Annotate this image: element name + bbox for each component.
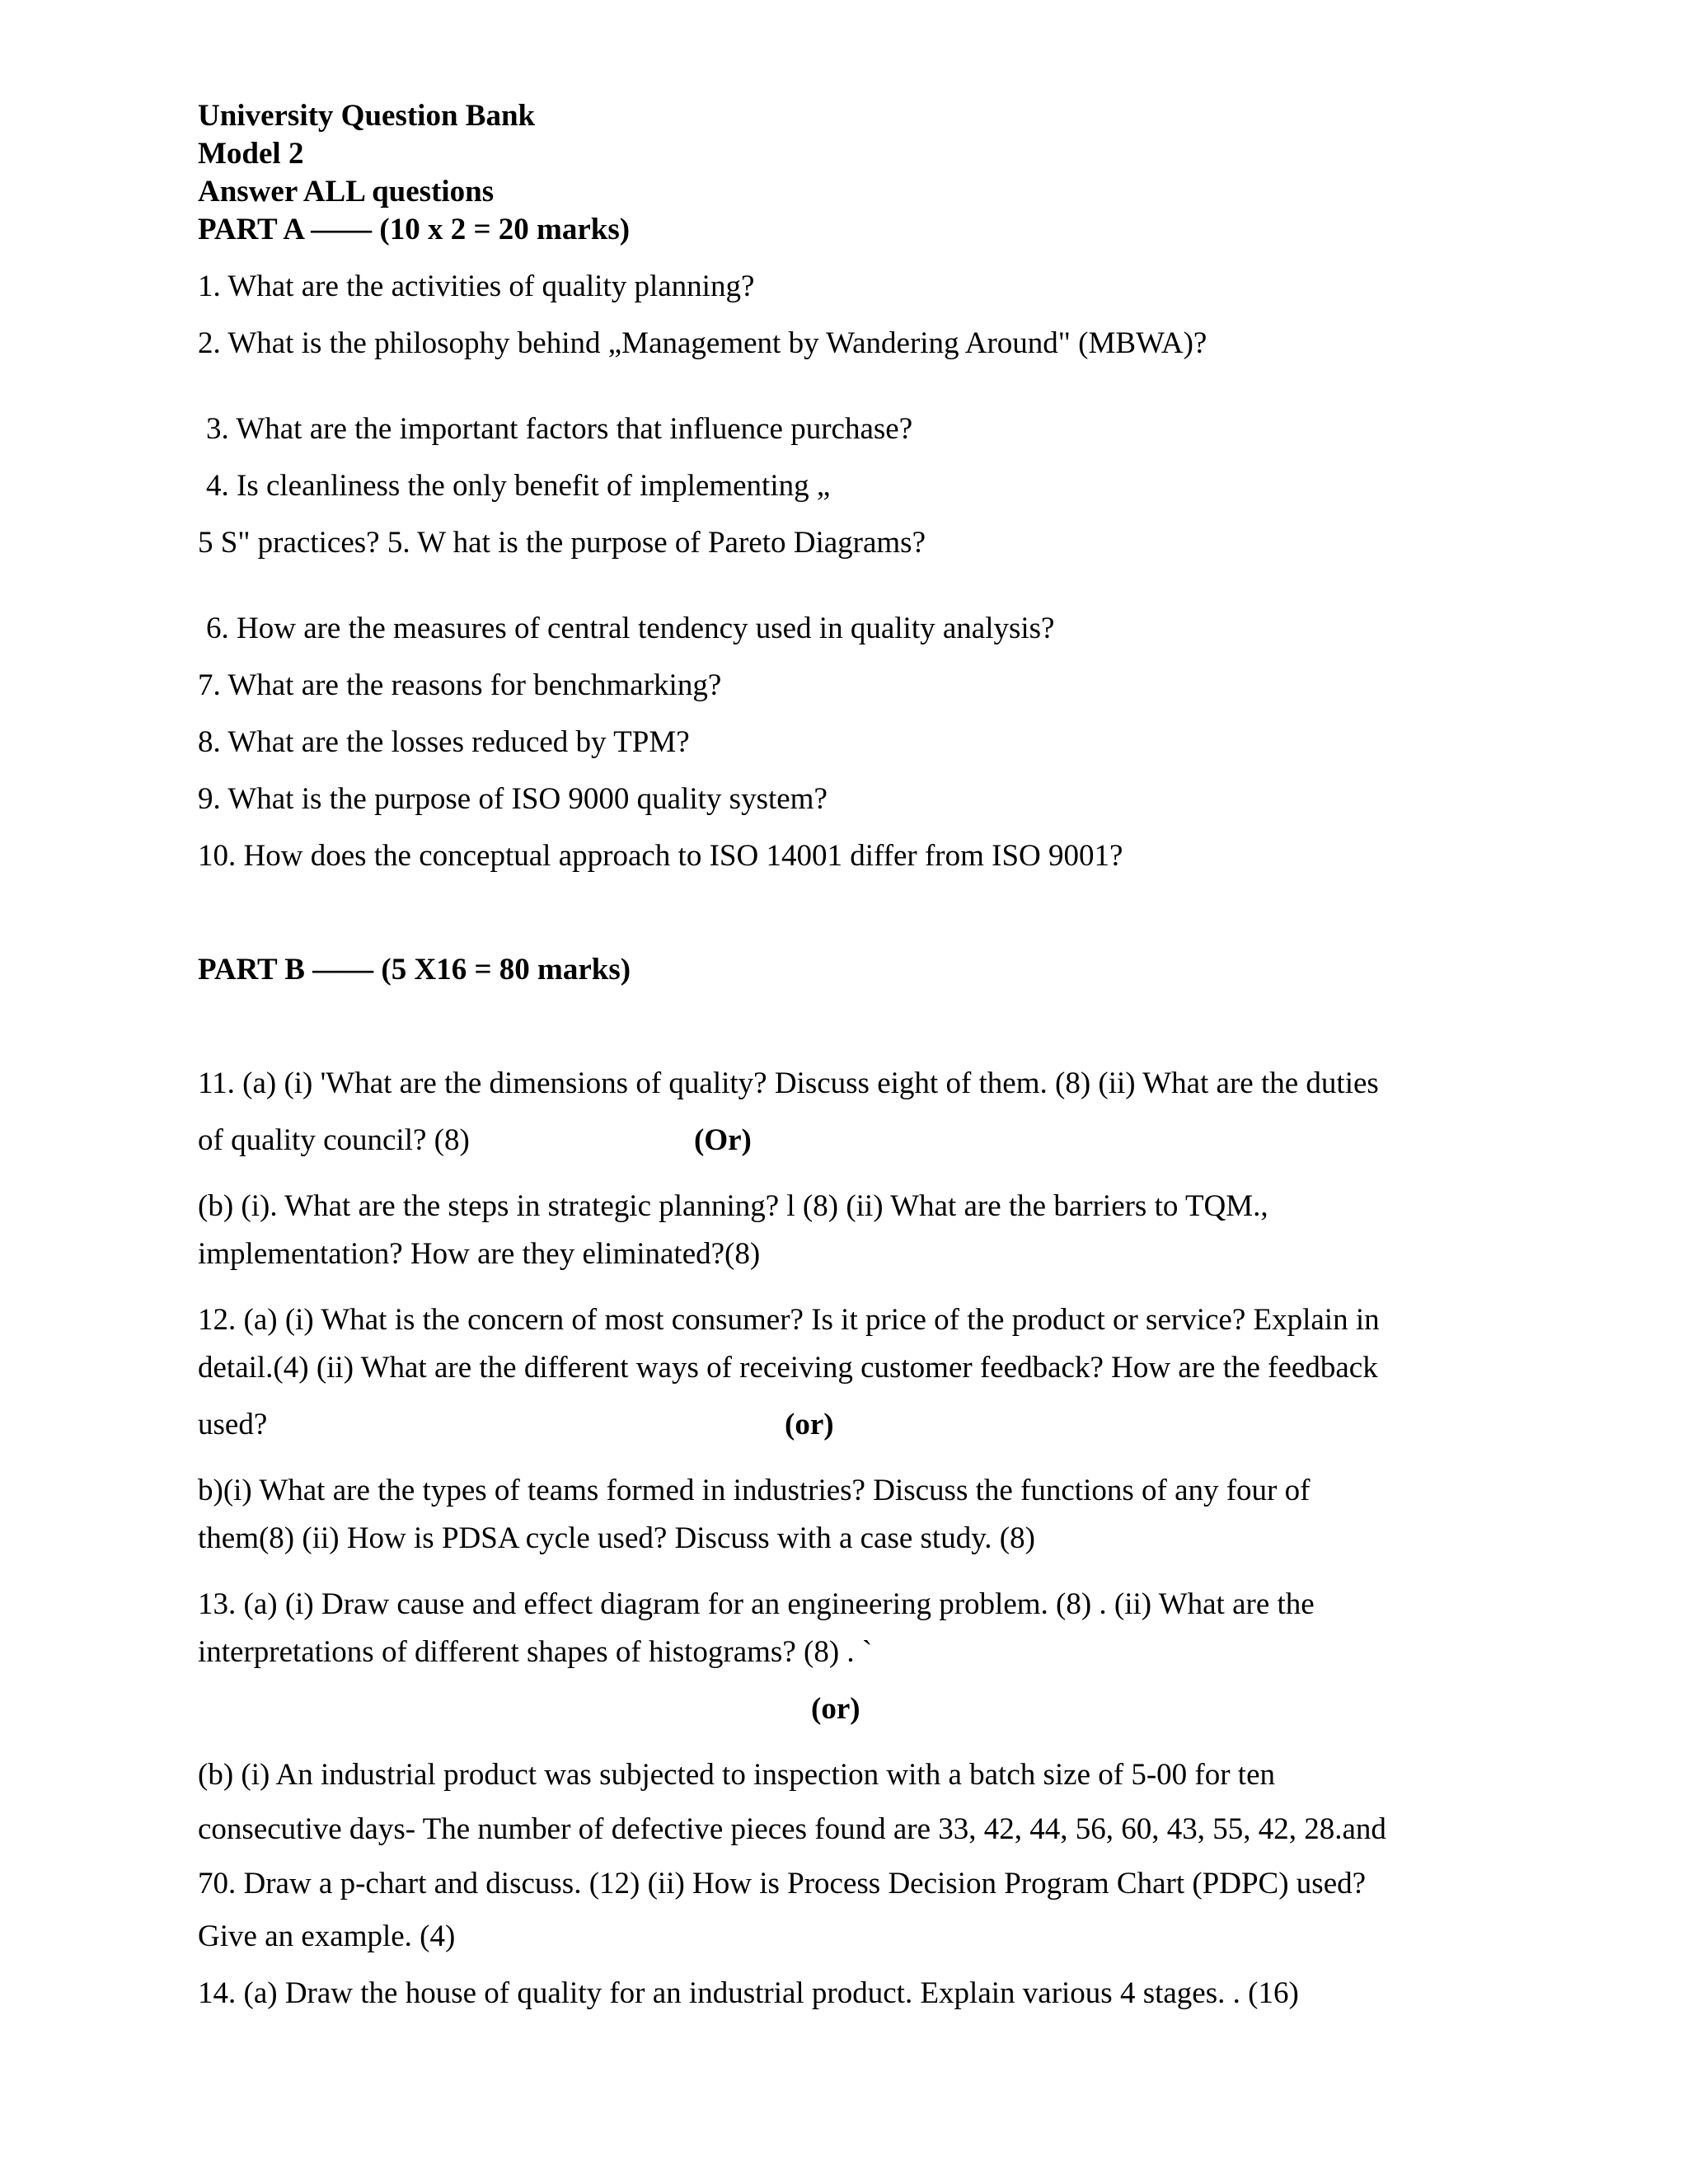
question-13b-line-4: Give an example. (4) xyxy=(198,1919,456,1953)
question-13b-line-3: 70. Draw a p-chart and discuss. (12) (ii) How is Process Decision Program Chart (PDPC) used? xyxy=(198,1867,1367,1900)
part-a-heading: PART A —— (10 x 2 = 20 marks) xyxy=(198,213,631,246)
question-2: 2. What is the philosophy behind „Management by Wandering Around" (MBWA)? xyxy=(198,326,1207,360)
question-4: 4. Is cleanliness the only benefit of implementing „ xyxy=(206,469,831,503)
question-13b-line-1: (b) (i) An industrial product was subjected to inspection with a batch size of 5-00 for ten xyxy=(198,1758,1275,1792)
question-10: 10. How does the conceptual approach to ISO 14001 differ from ISO 9001? xyxy=(198,839,1123,873)
or-separator: (Or) xyxy=(694,1123,752,1157)
document-title: University Question Bank xyxy=(198,99,536,133)
question-13b-line-2: consecutive days- The number of defective pieces found are 33, 42, 44, 56, 60, 43, 55, 42, 28.and xyxy=(198,1812,1386,1846)
question-4-5: 5 S" practices? 5. W hat is the purpose of Pareto Diagrams? xyxy=(198,526,926,560)
question-8: 8. What are the losses reduced by TPM? xyxy=(198,725,690,759)
or-separator: (or) xyxy=(785,1408,834,1441)
question-14a-line-1: 14. (a) Draw the house of quality for an industrial product. Explain various 4 stages. . (16) xyxy=(198,1976,1299,2010)
question-11a-line-1: 11. (a) (i) 'What are the dimensions of quality? Discuss eight of them. (8) (ii) What are the duties xyxy=(198,1066,1379,1100)
question-11b-line-2: implementation? How are they eliminated?(8) xyxy=(198,1237,761,1271)
question-13a-line-1: 13. (a) (i) Draw cause and effect diagram for an engineering problem. (8) . (ii) What are the xyxy=(198,1587,1315,1621)
question-12a-line-3: used? xyxy=(198,1408,268,1441)
question-13a-line-2: interpretations of different shapes of histograms? (8) . ` xyxy=(198,1635,873,1669)
question-6: 6. How are the measures of central tendency used in quality analysis? xyxy=(206,612,1055,645)
question-9: 9. What is the purpose of ISO 9000 quality system? xyxy=(198,782,828,816)
question-11b-line-1: (b) (i). What are the steps in strategic planning? l (8) (ii) What are the barriers to TQM., xyxy=(198,1189,1268,1223)
question-12a-line-2: detail.(4) (ii) What are the different ways of receiving customer feedback? How are the feedback xyxy=(198,1351,1378,1385)
part-b-heading: PART B —— (5 X16 = 80 marks) xyxy=(198,953,631,987)
question-7: 7. What are the reasons for benchmarking? xyxy=(198,668,722,702)
question-11a-line-2: of quality council? (8) xyxy=(198,1123,470,1157)
question-3: 3. What are the important factors that influence purchase? xyxy=(206,412,913,446)
model-label: Model 2 xyxy=(198,137,304,171)
question-12b-line-2: them(8) (ii) How is PDSA cycle used? Discuss with a case study. (8) xyxy=(198,1521,1035,1555)
instruction-label: Answer ALL questions xyxy=(198,175,495,209)
question-12a-line-1: 12. (a) (i) What is the concern of most consumer? Is it price of the product or service? Explain in xyxy=(198,1303,1380,1337)
question-1: 1. What are the activities of quality planning? xyxy=(198,269,755,303)
or-separator: (or) xyxy=(811,1692,860,1726)
question-12b-line-1: b)(i) What are the types of teams formed in industries? Discuss the functions of any four of xyxy=(198,1474,1311,1507)
